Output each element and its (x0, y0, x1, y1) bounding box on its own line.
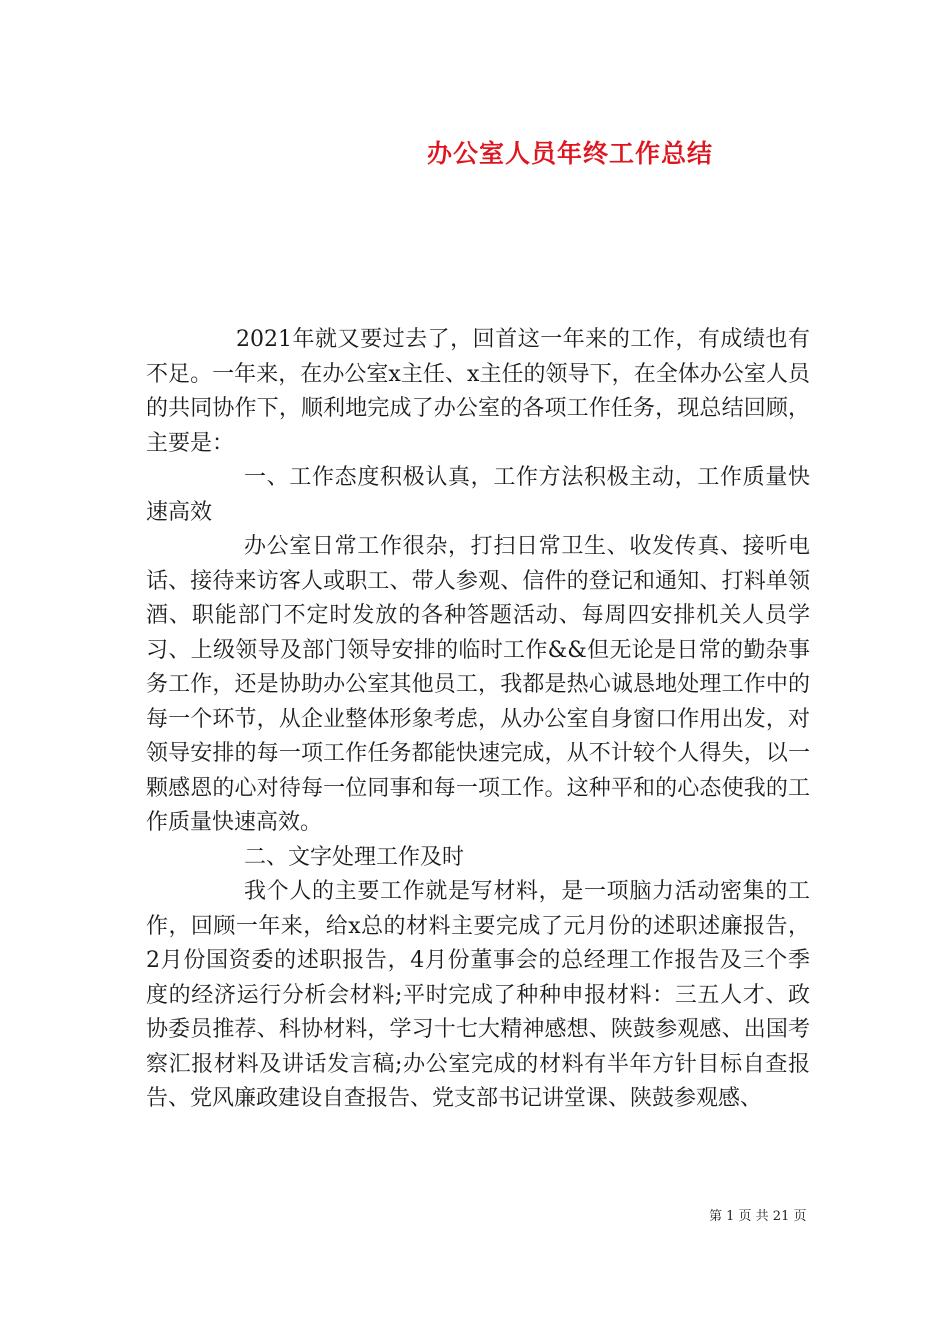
paragraph-intro: 2021年就又要过去了，回首这一年来的工作，有成绩也有不足。一年来，在办公室x主任、x主任的领导下，在全体办公室人员的共同协作下，顺利地完成了办公室的各项工作任务，现总结回顾，主要是： (146, 327, 810, 456)
paragraph-section-2: 我个人的主要工作就是写材料，是一项脑力活动密集的工作，回顾一年来，给x总的材料主要完成了元月份的述职述廉报告，2月份国资委的述职报告，4月份董事会的总经理工作报告及三个季度的经济运行分析会材料;平时完成了种种申报材料：三五人才、政协委员推荐、科协材料，学习十七大精神感想、陕鼓参观感、出国考察汇报材料及讲话发言稿;办公室完成的材料有半年方针目标自查报告、党风廉政建设自查报告、党支部书记讲堂课、陕鼓参观感、 (146, 879, 810, 1111)
section-heading-1: 一、工作态度积极认真，工作方法积极主动，工作质量快速高效 (146, 465, 810, 525)
document-title: 办公室人员年终工作总结 (426, 139, 713, 168)
section-heading-2: 二、文字处理工作及时 (244, 844, 465, 870)
page-number-footer: 第 1 页 共 21 页 (709, 1209, 807, 1224)
document-body (146, 323, 810, 1117)
paragraph-section-1: 办公室日常工作很杂，打扫日常卫生、收发传真、接听电话、接待来访客人或职工、带人参观、信件的登记和通知、打料单领酒、职能部门不定时发放的各种答题活动、每周四安排机关人员学习、上级领导及部门领导安排的临时工作&&但无论是日常的勤杂事务工作，还是协助办公室其他员工，我都是热心诚恳地处理工作中的每一个环节，从企业整体形象考虑，从办公室自身窗口作用出发，对领导安排的每一项工作任务都能快速完成，从不计较个人得失，以一颗感恩的心对待每一位同事和每一项工作。这种平和的心态使我的工作质量快速高效。 (146, 534, 810, 835)
